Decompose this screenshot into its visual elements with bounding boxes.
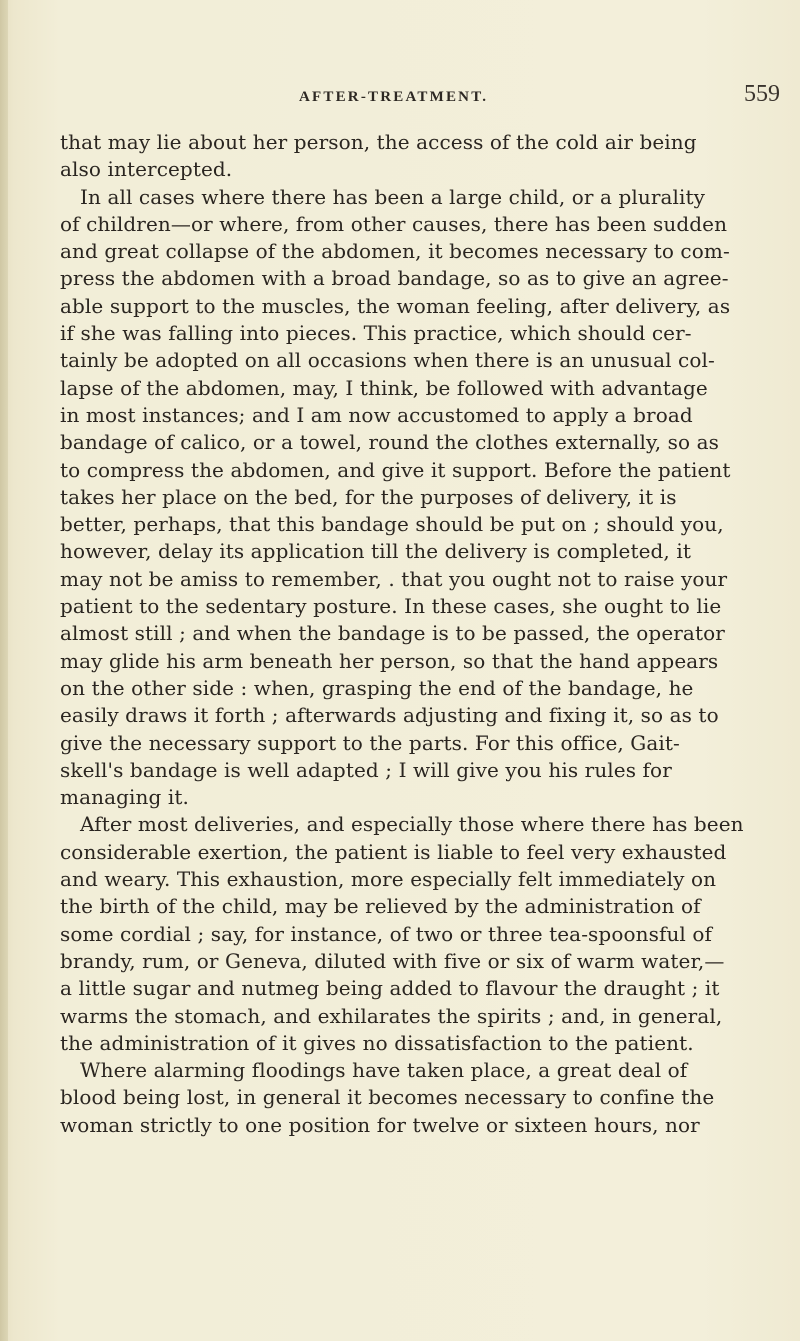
text-line: however, delay its application till the delivery is completed, it (60, 539, 691, 564)
text-line: lapse of the abdomen, may, I think, be followed with advantage (60, 375, 708, 400)
text-line: patient to the sedentary posture. In these cases, she ought to lie (60, 594, 722, 619)
text-line: and weary. This exhaustion, more especially felt immediately on (60, 867, 717, 892)
page-number: 559 (744, 81, 780, 107)
text-line: managing it. (60, 785, 189, 810)
text-line: brandy, rum, or Geneva, diluted with five or six of warm water,— (60, 948, 725, 973)
text-line: blood being lost, in general it becomes necessary to confine the (60, 1085, 715, 1110)
text-line: bandage of calico, or a towel, round the clothes externally, so as (60, 430, 719, 455)
text-line: considerable exertion, the patient is liable to feel very exhausted (60, 839, 727, 864)
text-line: press the abdomen with a broad bandage, so as to give an agree- (60, 266, 729, 291)
text-line: of children—or where, from other causes, there has been sudden (60, 211, 728, 236)
text-line: easily draws it forth ; afterwards adjusting and fixing it, so as to (60, 703, 719, 728)
text-line: give the necessary support to the parts. For this office, Gait- (60, 730, 680, 755)
text-line: if she was falling into pieces. This practice, which should cer- (60, 321, 692, 346)
text-line: almost still ; and when the bandage is to be passed, the operator (60, 621, 725, 646)
text-line: a little sugar and nutmeg being added to flavour the draught ; it (60, 976, 720, 1001)
text-line: also intercepted. (60, 157, 233, 182)
text-line: takes her place on the bed, for the purposes of delivery, it is (60, 484, 677, 509)
text-line: in most instances; and I am now accustomed to apply a broad (60, 402, 693, 427)
text-line: able support to the muscles, the woman feeling, after delivery, as (60, 293, 731, 318)
text-line: warms the stomach, and exhilarates the spirits ; and, in general, (60, 1003, 723, 1028)
text-line: skell's bandage is well adapted ; I will give you his rules for (60, 757, 672, 782)
text-line: on the other side : when, grasping the end of the bandage, he (60, 675, 694, 700)
text-line: woman strictly to one position for twelve or sixteen hours, nor (60, 1112, 700, 1137)
paragraph-start-line: After most deliveries, and especially those where there has been (80, 812, 744, 837)
text-line: the birth of the child, may be relieved by the administration of (60, 894, 701, 919)
running-header (0, 80, 800, 110)
text-line: and great collapse of the abdomen, it becomes necessary to com- (60, 239, 730, 264)
text-line: to compress the abdomen, and give it support. Before the patient (60, 457, 731, 482)
paragraph-start-line: In all cases where there has been a large child, or a plurality (80, 184, 706, 209)
text-line: some cordial ; say, for instance, of two or three tea-spoonsful of (60, 921, 713, 946)
text-line: better, perhaps, that this bandage should be put on ; should you, (60, 512, 724, 537)
text-line: may glide his arm beneath her person, so that the hand appears (60, 648, 719, 673)
text-line: tainly be adopted on all occasions when there is an unusual col- (60, 348, 715, 373)
paragraph-start-line: Where alarming floodings have taken place, a great deal of (80, 1058, 688, 1083)
page-binding-edge (0, 0, 8, 1341)
running-head-title: AFTER-TREATMENT. (299, 89, 489, 105)
text-line: the administration of it gives no dissatisfaction to the patient. (60, 1030, 694, 1055)
text-line: may not be amiss to remember, . that you ought not to raise your (60, 566, 728, 591)
text-line: that may lie about her person, the access of the cold air being (60, 130, 697, 154)
body-text (60, 129, 800, 1139)
